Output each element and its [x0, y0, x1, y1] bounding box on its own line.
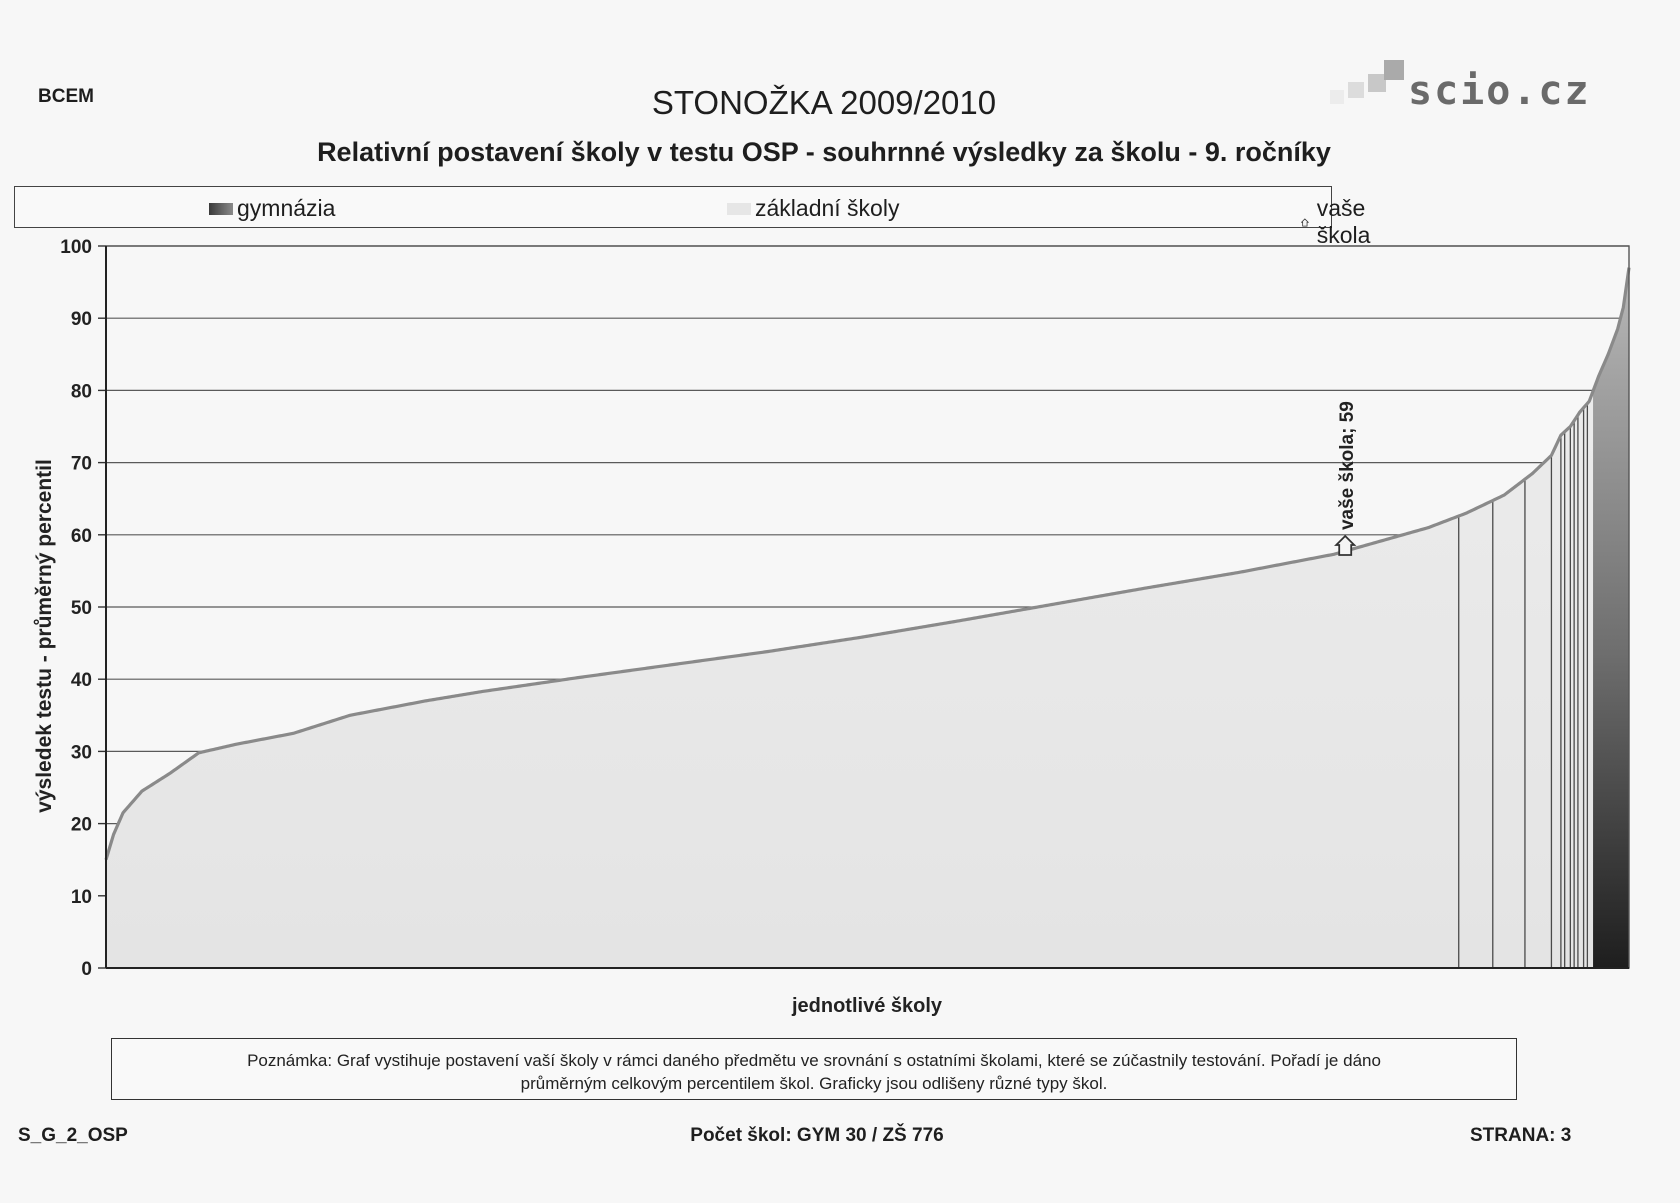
- zs-area: [106, 268, 1629, 968]
- y-tick-label-10: 10: [70, 886, 92, 908]
- legend-label-zs: základní školy: [755, 195, 900, 221]
- logo-text: scio.cz: [1408, 68, 1591, 114]
- y-tick-label-80: 80: [70, 381, 92, 403]
- y-tick-label-0: 0: [81, 959, 92, 980]
- y-tick-label-40: 40: [70, 670, 92, 692]
- legend-label-own: vaše škola: [1316, 195, 1371, 248]
- footer-school-count: Počet škol: GYM 30 / ZŠ 776: [690, 1125, 944, 1146]
- y-tick-label-60: 60: [70, 525, 92, 547]
- y-tick-label-50: 50: [70, 598, 92, 619]
- y-tick-label-20: 20: [70, 814, 92, 836]
- report-code: BCEM: [38, 86, 94, 107]
- chart-subtitle: Relativní postavení školy v testu OSP - souhrnné výsledky za školu - 9. ročníky: [317, 137, 1331, 167]
- y-tick-label-30: 30: [70, 742, 92, 764]
- house-icon: [1336, 536, 1354, 555]
- footer-page-number: STRANA: 3: [1470, 1125, 1572, 1146]
- note-text: Poznámka: Graf vystihuje postavení vaší školy v rámci daného předmětu ve srovnání s ostatními školami, které se zúčastnily testování. Pořadí je dáno průměrným celkovým percentilem škol. Graficky jsou odlišeny různé typy škol.: [247, 1051, 1381, 1093]
- footer-code: S_G_2_OSP: [18, 1125, 128, 1146]
- y-tick-label-90: 90: [70, 309, 92, 331]
- y-tick-label-100: 100: [60, 237, 92, 258]
- own-school-label: vaše škola; 59: [1337, 401, 1359, 531]
- y-axis-label: výsledek testu - průměrný percentil: [33, 459, 56, 813]
- own-school-marker-icon: [1336, 536, 1354, 555]
- legend-label-gym: gymnázia: [237, 195, 336, 221]
- x-axis-label: jednotlivé školy: [791, 995, 943, 1017]
- note-box: [111, 1038, 1517, 1100]
- y-tick-label-70: 70: [70, 453, 92, 475]
- report-title: STONOŽKA 2009/2010: [651, 84, 997, 121]
